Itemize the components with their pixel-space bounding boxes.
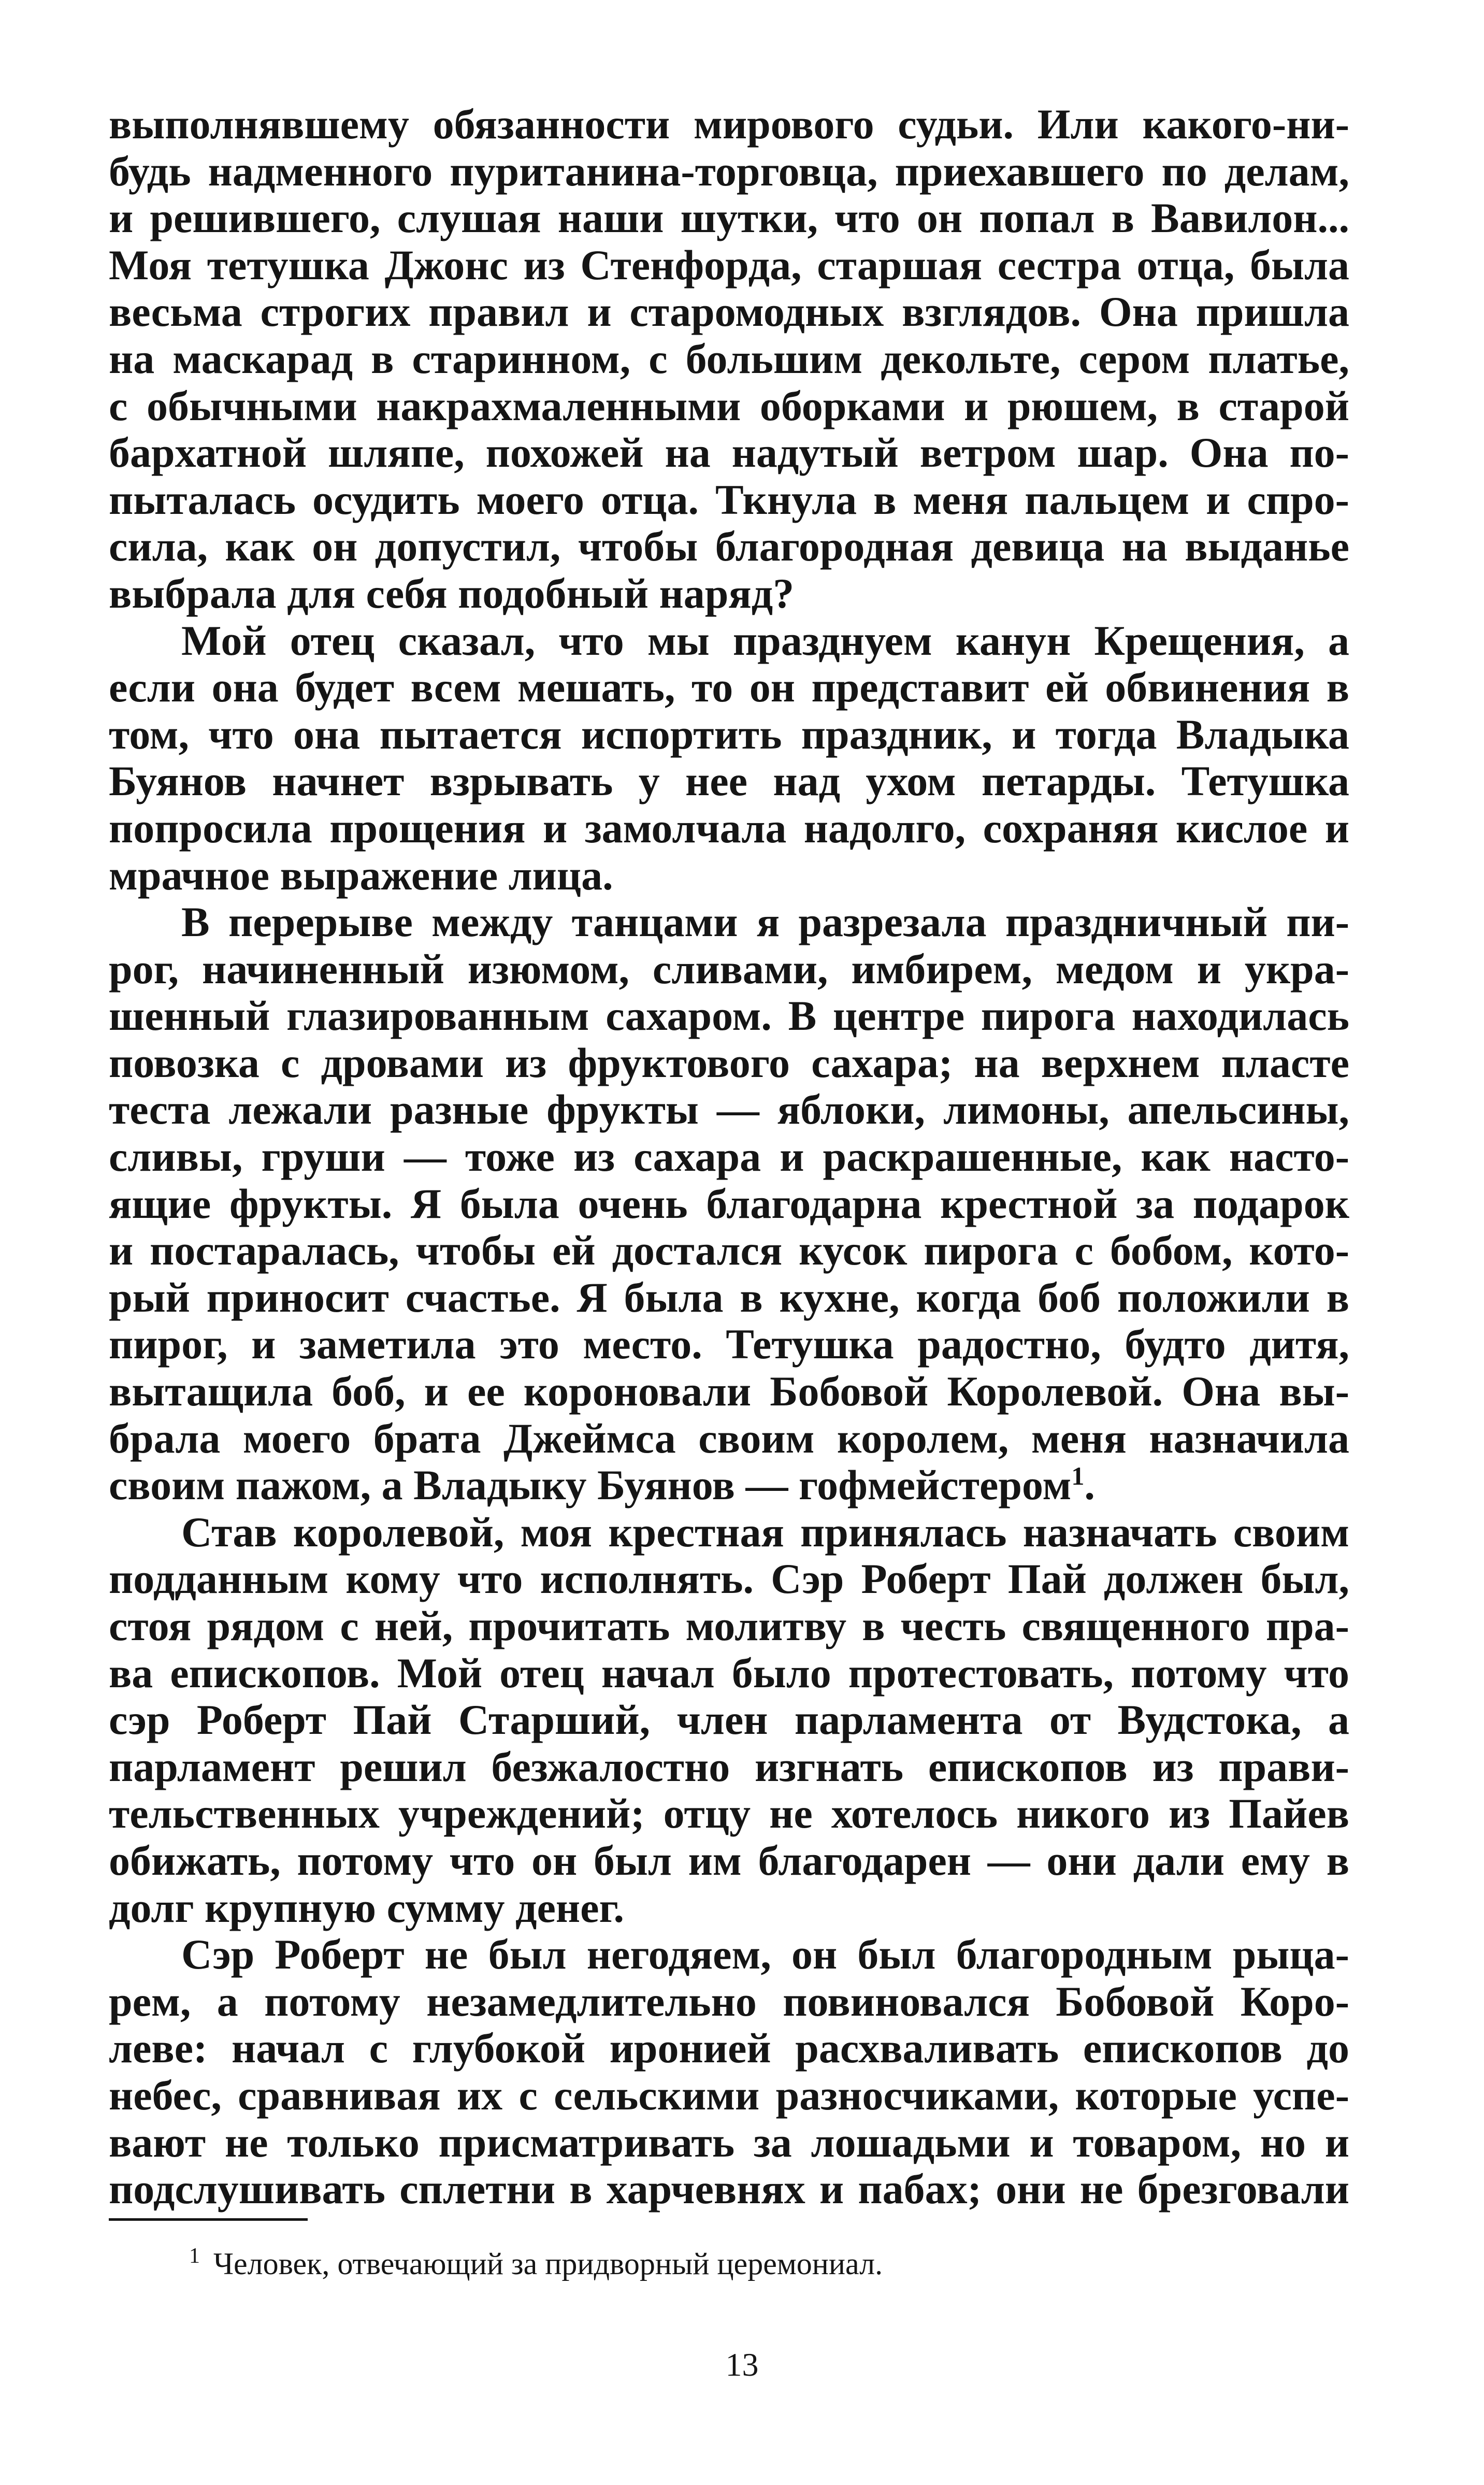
text-line: брала моего брата Джеймса своим королем, меня назначила (109, 1414, 1349, 1462)
text-line: выбрала для себя подобный наряд? (109, 569, 795, 617)
text-line: стоя рядом с ней, прочитать молитву в честь священного пра- (109, 1602, 1349, 1649)
text-line: своим пажом, а Владыку Буянов — гофмейстером (109, 1461, 1072, 1509)
text-line: выполнявшему обязанности мирового судьи. Или какого-ни- (109, 100, 1349, 148)
text-line: Моя тетушка Джонс из Стенфорда, старшая сестра отца, была (109, 241, 1349, 289)
text-line: том, что она пытается испортить праздник, и тогда Владыка (109, 710, 1349, 758)
text-line: если она будет всем мешать, то он представит ей обвинения в (109, 664, 1349, 711)
text-line: сэр Роберт Пай Старший, член парламента от Вудстока, а (109, 1696, 1349, 1744)
text-line: пирог, и заметила это место. Тетушка радостно, будто дитя, (109, 1320, 1349, 1368)
text-line: сливы, груши — тоже из сахара и раскрашенные, как насто- (109, 1133, 1349, 1181)
text-line: небес, сравнивая их с сельскими разносчиками, которые успе- (109, 2071, 1349, 2119)
text-line: пыталась осудить моего отца. Ткнула в меня пальцем и спро- (109, 476, 1349, 523)
text-line: рый приносит счастье. Я была в кухне, когда боб положили в (109, 1273, 1349, 1321)
text-line: рем, а потому незамедлительно повиновался Бобовой Коро- (109, 1977, 1349, 2025)
text-line: Мой отец сказал, что мы празднуем канун Крещения, а (181, 616, 1349, 664)
text-line: вают не только присматривать за лошадьми и товаром, но и (109, 2118, 1349, 2166)
page-body (109, 101, 1349, 2213)
footnote-text: Человек, отвечающий за придворный церемониал. (213, 2247, 883, 2281)
footnote (189, 2238, 883, 2282)
text-line: Буянов начнет взрывать у нее над ухом петарды. Тетушка (109, 757, 1349, 805)
page-number: 13 (725, 2346, 759, 2383)
paragraph-2 (109, 617, 1349, 899)
text-line: подданным кому что исполнять. Сэр Роберт Пай должен был, (109, 1555, 1349, 1603)
text-line: повозка с дровами из фруктового сахара; на верхнем пласте (109, 1039, 1349, 1086)
text-line: бархатной шляпе, похожей на надутый ветром шар. Она по- (109, 429, 1349, 477)
text-line: будь надменного пуританина-торговца, приехавшего по делам, (109, 147, 1349, 195)
text-line: рог, начиненный изюмом, сливами, имбирем, медом и укра- (109, 945, 1349, 993)
footnote-reference: 1 (1071, 1461, 1085, 1491)
paragraph-5 (109, 1931, 1349, 2213)
text-line: долг крупную сумму денег. (109, 1884, 625, 1931)
text-line: Став королевой, моя крестная принялась назначать своим (181, 1508, 1349, 1556)
text-line: подслушивать сплетни в харчевнях и пабах; они не брезговали (109, 2165, 1349, 2213)
text-line: весьма строгих правил и старомодных взглядов. Она пришла (109, 288, 1349, 336)
text-line: обижать, потому что он был им благодарен — они дали ему в (109, 1836, 1349, 1884)
line-ending: . (1084, 1461, 1095, 1509)
text-line: вытащила боб, и ее короновали Бобовой Королевой. Она вы- (109, 1368, 1349, 1415)
text-line: сила, как он допустил, чтобы благородная девица на выданье (109, 523, 1349, 570)
text-line: леве: начал с глубокой иронией расхваливать епископов до (109, 2024, 1349, 2072)
text-line: попросила прощения и замолчала надолго, сохраняя кислое и (109, 804, 1349, 852)
paragraph-1 (109, 101, 1349, 617)
text-line: шенный глазированным сахаром. В центре пирога находилась (109, 992, 1349, 1040)
text-line: мрачное выражение лица. (109, 851, 613, 899)
text-line: ва епископов. Мой отец начал было протестовать, потому что (109, 1649, 1349, 1697)
text-line: и постаралась, чтобы ей достался кусок пирога с бобом, кото- (109, 1227, 1349, 1274)
text-line: В перерыве между танцами я разрезала праздничный пи- (181, 898, 1349, 946)
text-line: парламент решил безжалостно изгнать епископов из прави- (109, 1743, 1349, 1790)
paragraph-4 (109, 1509, 1349, 1931)
text-line: с обычными накрахмаленными оборками и рюшем, в старой (109, 382, 1349, 429)
footnote-divider (109, 2218, 308, 2221)
text-line-with-footnote (109, 1462, 1349, 1509)
text-line: теста лежали разные фрукты — яблоки, лимоны, апельсины, (109, 1086, 1349, 1133)
footnote-mark: 1 (189, 2244, 200, 2268)
text-line: и решившего, слушая наши шутки, что он попал в Вавилон... (109, 194, 1349, 242)
text-line: тельственных учреждений; отцу не хотелось никого из Пайев (109, 1790, 1349, 1837)
paragraph-3 (109, 899, 1349, 1509)
text-line: ящие фрукты. Я была очень благодарна крестной за подарок (109, 1180, 1349, 1227)
text-line: на маскарад в старинном, с большим декольте, сером платье, (109, 335, 1349, 382)
text-line: Сэр Роберт не был негодяем, он был благородным рыца- (181, 1931, 1349, 1978)
